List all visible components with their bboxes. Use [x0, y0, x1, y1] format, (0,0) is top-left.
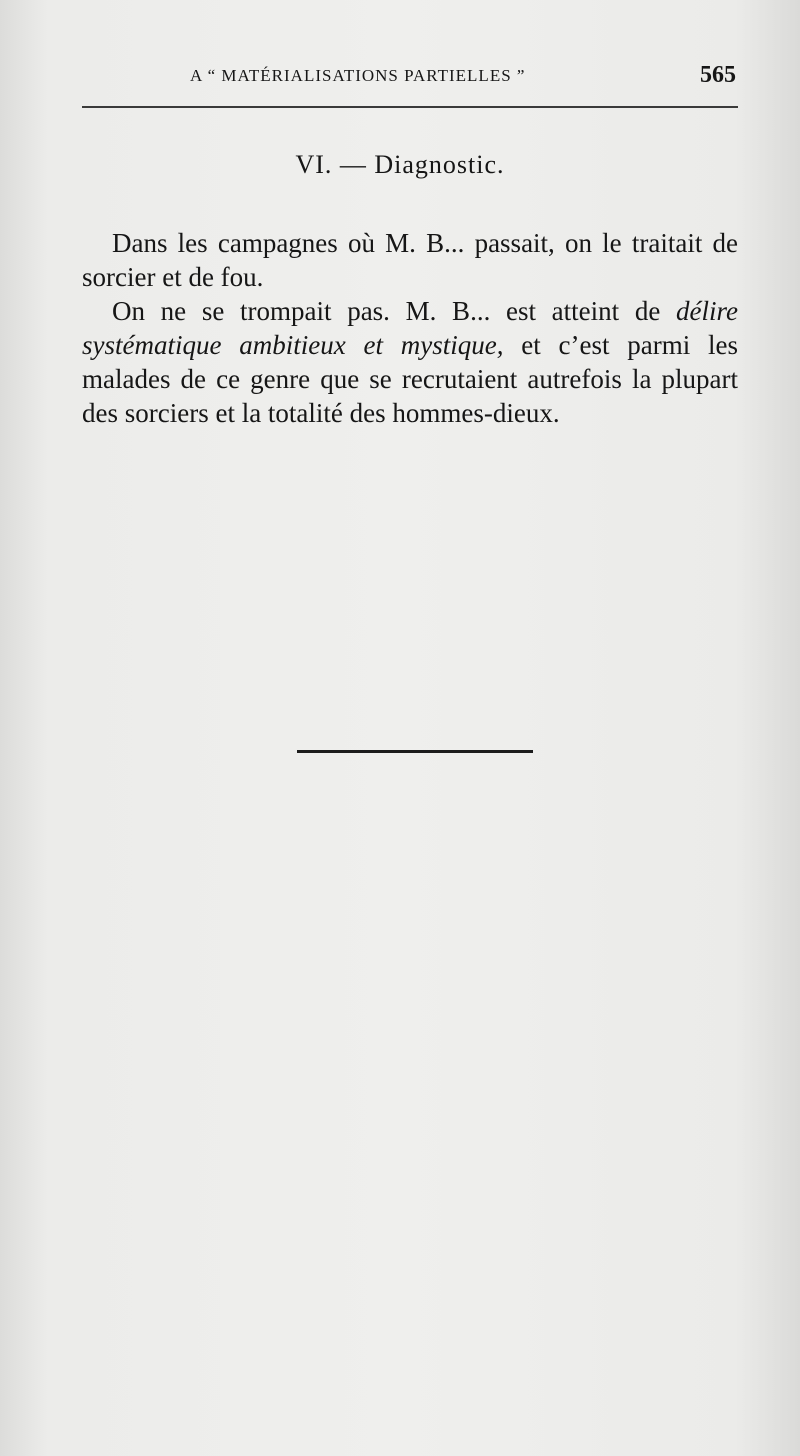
page-header	[190, 62, 736, 94]
paragraph-2-italic: délire systématique ambitieux et mystique,	[82, 296, 738, 360]
running-head: A “ MATÉRIALISATIONS PARTIELLES ”	[190, 66, 526, 85]
paragraph-2-end: et c’est parmi les malades de ce genre que se recrutaient autrefois la plupart des sorciers et la totalité des hommes-dieux.	[82, 330, 738, 428]
paragraph-1: Dans les campagnes où M. B... passait, on le traitait de sorcier et de fou.	[82, 228, 738, 292]
section-title: VI. — Diagnostic.	[295, 150, 505, 179]
body-text	[82, 226, 738, 430]
paragraph-2-start: On ne se trompait pas. M. B... est atteint de	[112, 296, 677, 326]
header-rule	[82, 106, 738, 108]
paragraph-2	[82, 294, 738, 430]
end-rule	[297, 750, 533, 753]
page-number: 565	[700, 62, 736, 88]
